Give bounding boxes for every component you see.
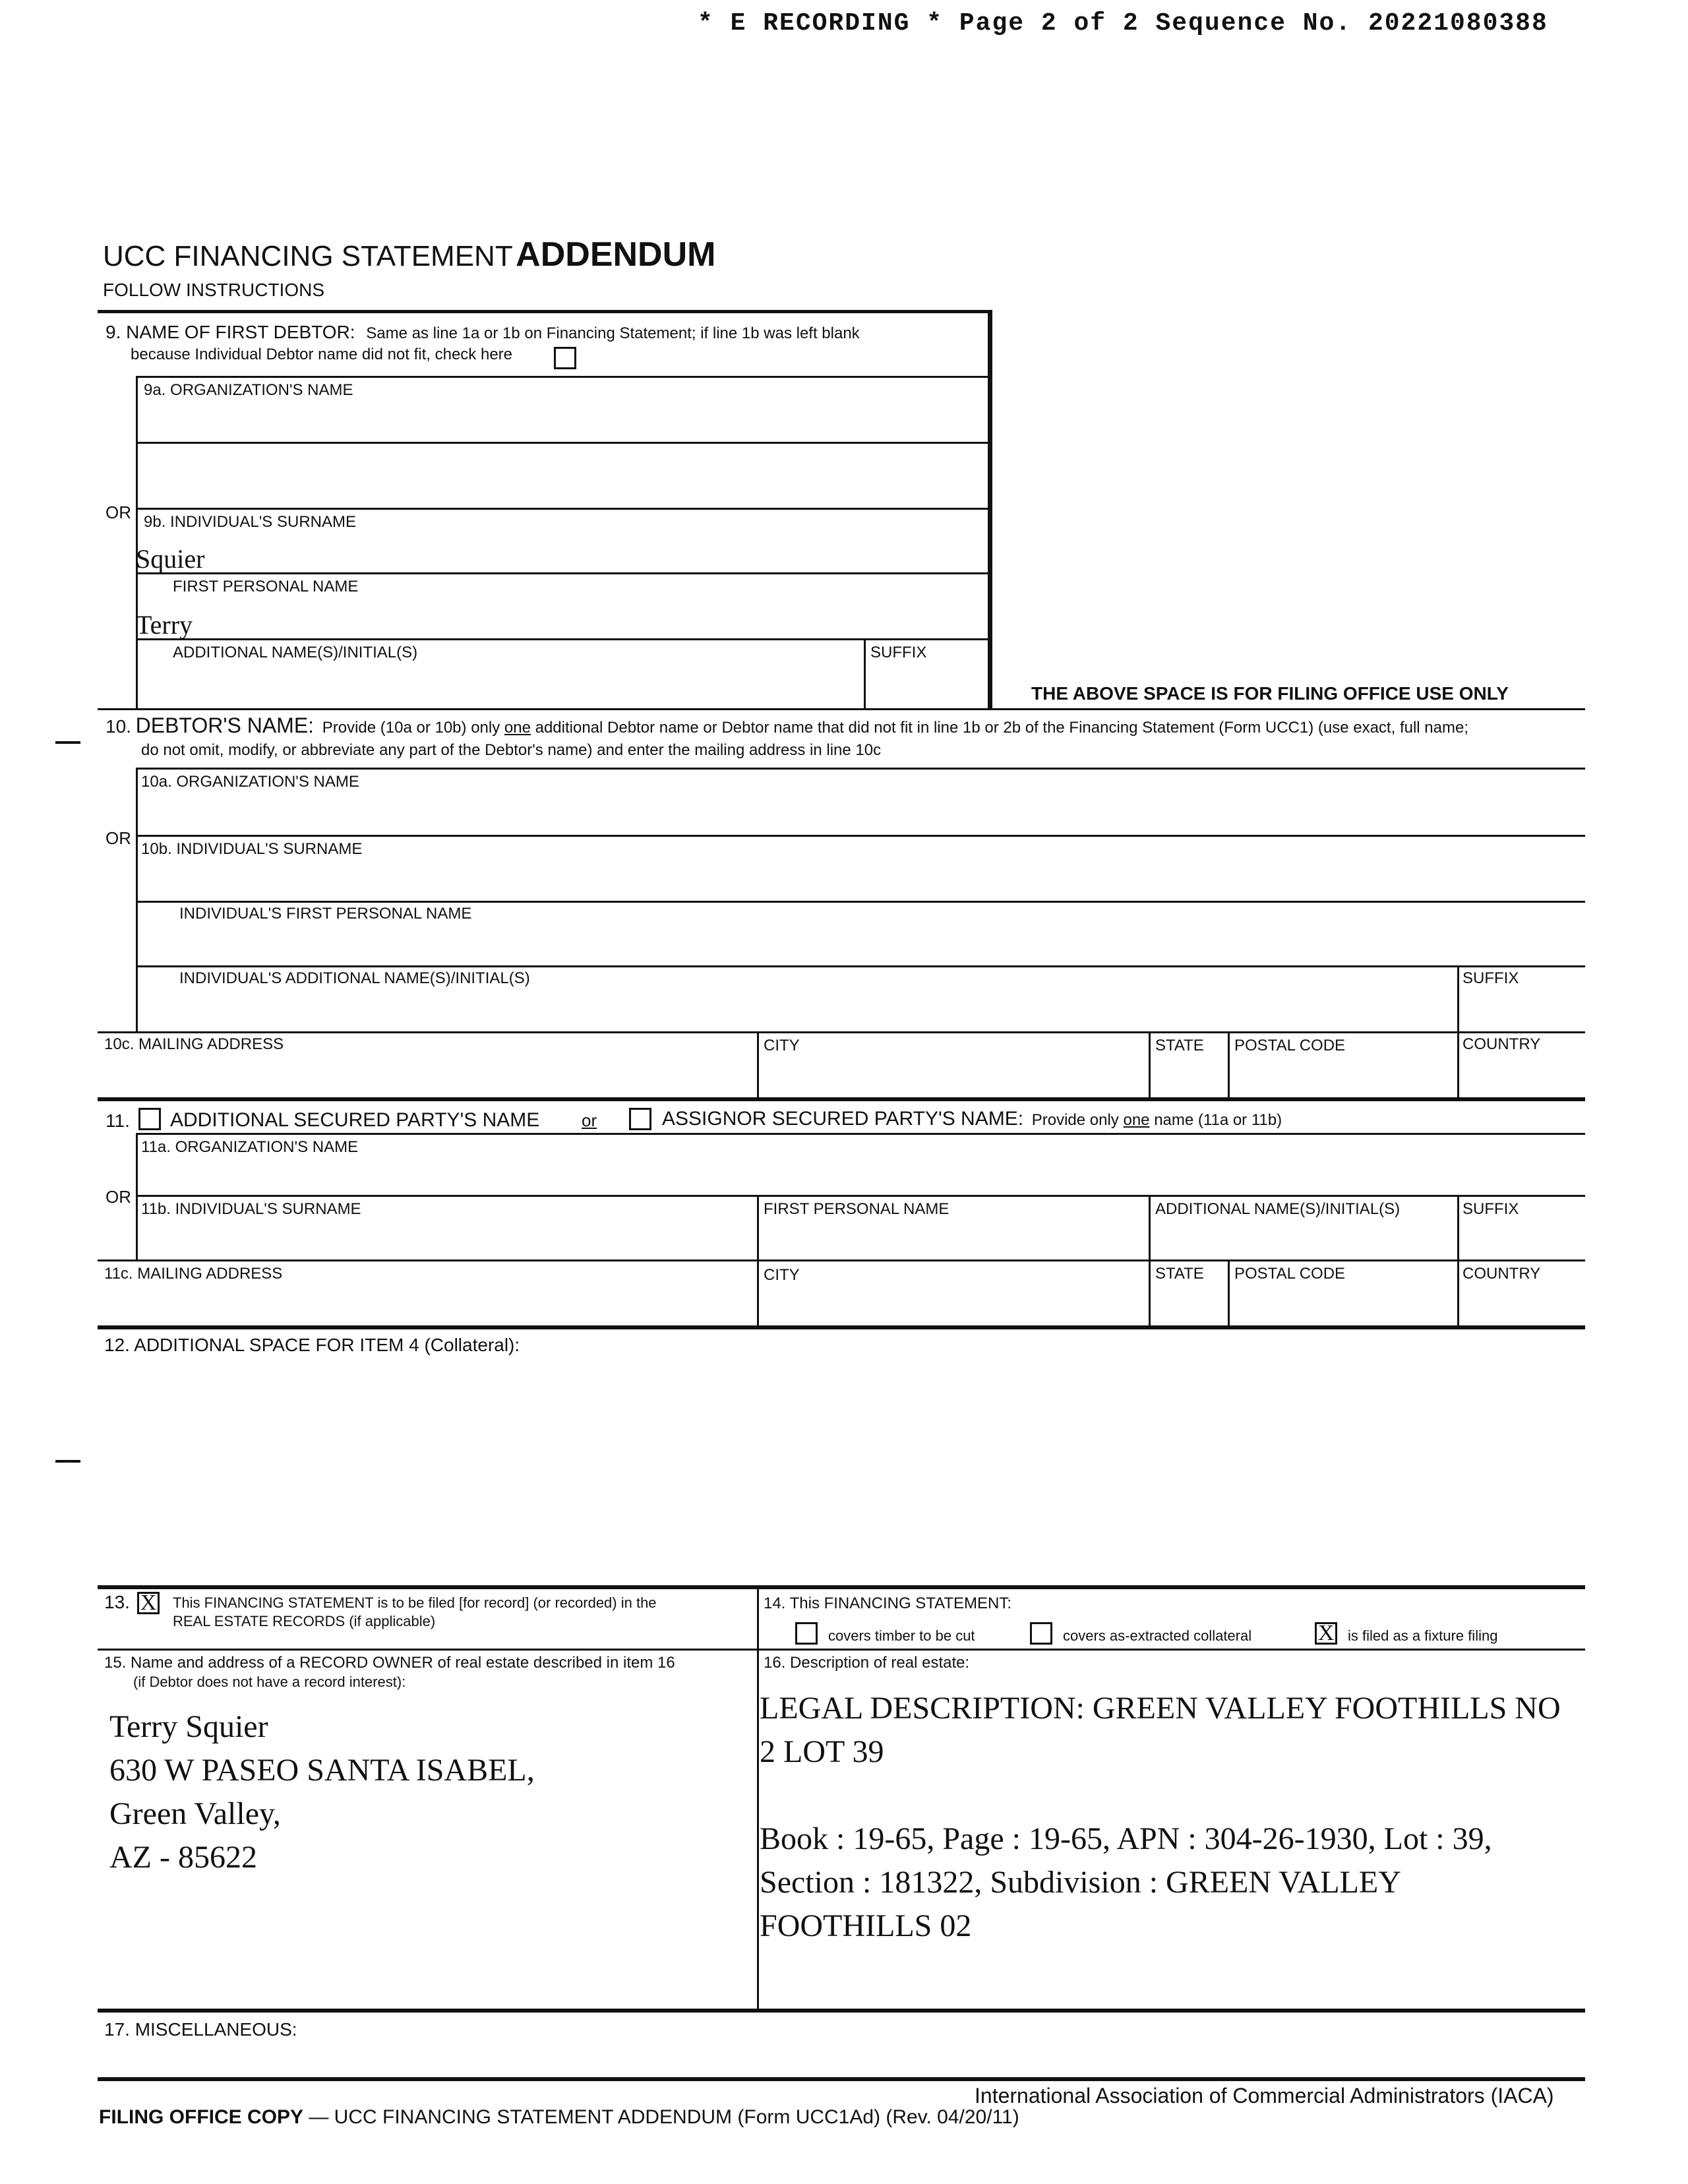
owner-line-state-zip: AZ - 85622 [109, 1840, 257, 1875]
item11-state-label: STATE [1155, 1265, 1204, 1283]
margin-mark-bottom [55, 1460, 80, 1463]
item12-label: 12. ADDITIONAL SPACE FOR ITEM 4 (Collateral): [104, 1335, 520, 1355]
margin-mark-top [55, 741, 80, 744]
item11-assignor-label: ASSIGNOR SECURED PARTY'S NAME: [662, 1108, 1024, 1130]
item15-subtitle: (if Debtor does not have a record interest): [133, 1674, 406, 1690]
detail-line-3: FOOTHILLS 02 [760, 1908, 972, 1943]
recording-header: * E RECORDING * Page 2 of 2 Sequence No. 20221080388 [698, 9, 1548, 38]
item9-first-label: FIRST PERSONAL NAME [173, 578, 359, 595]
detail-line-2: Section : 181322, Subdivision : GREEN VALLEY [760, 1865, 1401, 1900]
item10-first-label: INDIVIDUAL'S FIRST PERSONAL NAME [179, 905, 472, 923]
item11-additional-checkbox[interactable] [138, 1108, 161, 1130]
item9b-label: 9b. INDIVIDUAL'S SURNAME [144, 513, 356, 531]
item11-num: 11. [106, 1110, 130, 1131]
footer-copy-bold: FILING OFFICE COPY [99, 2106, 304, 2128]
item16-title: 16. Description of real estate: [764, 1654, 970, 1672]
item9a-label: 9a. ORGANIZATION'S NAME [144, 381, 353, 399]
item9-or: OR [106, 502, 131, 522]
item10-desc-b: additional Debtor name or Debtor name that did not fit in line 1b or 2b of the Financing Statement (Form UCC1) (use exact, full name; [535, 719, 1468, 737]
item11-or: OR [106, 1187, 131, 1207]
record-owner-address [109, 1705, 535, 1879]
item10c-label: 10c. MAILING ADDRESS [104, 1035, 284, 1053]
item9-check-box[interactable] [554, 347, 576, 369]
item14-extracted-checkbox[interactable] [1030, 1622, 1052, 1645]
legal-line-1: LEGAL DESCRIPTION: GREEN VALLEY FOOTHILLS NO [760, 1691, 1561, 1726]
item9-title [106, 322, 860, 343]
item14-opt1: covers timber to be cut [828, 1627, 975, 1644]
item11-first-label: FIRST PERSONAL NAME [764, 1200, 950, 1218]
item14-opt3: is filed as a fixture filing [1348, 1627, 1498, 1644]
item9-additional-label: ADDITIONAL NAME(S)/INITIAL(S) [173, 644, 418, 661]
item11-postal-label: POSTAL CODE [1234, 1265, 1346, 1283]
item11-suffix-label: SUFFIX [1462, 1200, 1519, 1218]
item11-assignor-row [662, 1108, 1282, 1130]
item9-desc-2: because Individual Debtor name did not fit, check here [131, 346, 513, 363]
item14-opt2: covers as-extracted collateral [1063, 1627, 1252, 1644]
item11-additional-label: ADDITIONAL SECURED PARTY'S NAME [170, 1109, 540, 1131]
item10-desc-one: one [504, 719, 531, 737]
footer-copy [99, 2106, 1019, 2129]
item13-checkbox[interactable]: X [137, 1592, 160, 1614]
item10-suffix-label: SUFFIX [1462, 969, 1519, 987]
item10a-label: 10a. ORGANIZATION'S NAME [141, 773, 359, 791]
legal-line-2: 2 LOT 39 [760, 1734, 884, 1769]
item10-desc-2: do not omit, modify, or abbreviate any part of the Debtor's name) and enter the mailing address in line 10c [141, 741, 882, 759]
item9b-surname-value: Squier [136, 544, 205, 574]
item11a-label: 11a. ORGANIZATION'S NAME [141, 1138, 359, 1156]
footer-iaca: International Association of Commercial Administrators (IACA) [975, 2084, 1554, 2108]
item14-fixture-checkbox[interactable]: X [1315, 1622, 1337, 1645]
form-title-part: UCC FINANCING STATEMENT [103, 240, 513, 272]
item11-country-label: COUNTRY [1462, 1265, 1541, 1283]
item11-desc-one: one [1123, 1111, 1150, 1129]
detail-line-1: Book : 19-65, Page : 19-65, APN : 304-26-1930, Lot : 39, [760, 1821, 1492, 1856]
owner-line-street: 630 W PASEO SANTA ISABEL, [109, 1753, 535, 1788]
item17-label: 17. MISCELLANEOUS: [104, 2019, 297, 2040]
item10-num: 10. [106, 716, 131, 737]
item11-city-label: CITY [764, 1266, 800, 1284]
item9-suffix-label: SUFFIX [870, 644, 927, 661]
item10-country-label: COUNTRY [1462, 1035, 1541, 1053]
item11-desc-b: name (11a or 11b) [1154, 1111, 1282, 1129]
item11-additional-names-label: ADDITIONAL NAME(S)/INITIAL(S) [1155, 1200, 1401, 1218]
item14-title: 14. This FINANCING STATEMENT: [764, 1594, 1012, 1612]
item15-title: 15. Name and address of a RECORD OWNER of real estate described in item 16 [104, 1654, 675, 1672]
item10-desc-a: Provide (10a or 10b) only [322, 719, 500, 737]
item9-first-value: Terry [136, 610, 193, 640]
item10-title [106, 713, 1468, 738]
follow-instructions: FOLLOW INSTRUCTIONS [103, 280, 325, 300]
footer-copy-rest: — UCC FINANCING STATEMENT ADDENDUM (Form UCC1Ad) (Rev. 04/20/11) [303, 2106, 1019, 2128]
item13-text-1: This FINANCING STATEMENT is to be filed [for record] (or recorded) in the [173, 1594, 657, 1611]
owner-line-city: Green Valley, [109, 1796, 281, 1831]
item11-assignor-checkbox[interactable] [629, 1108, 651, 1130]
item11b-label: 11b. INDIVIDUAL'S SURNAME [141, 1200, 361, 1218]
item10-title-text: DEBTOR'S NAME: [135, 713, 315, 737]
item14-timber-checkbox[interactable] [795, 1622, 818, 1645]
item9-title-text: 9. NAME OF FIRST DEBTOR: [106, 322, 355, 342]
item11-or-word: or [582, 1110, 597, 1130]
filing-office-note: THE ABOVE SPACE IS FOR FILING OFFICE USE ONLY [1031, 683, 1509, 704]
item10-city-label: CITY [764, 1037, 800, 1054]
item11c-label: 11c. MAILING ADDRESS [104, 1265, 283, 1283]
item13-num: 13. [104, 1592, 130, 1612]
item10-additional-label: INDIVIDUAL'S ADDITIONAL NAME(S)/INITIAL(S) [179, 969, 530, 987]
item10-postal-label: POSTAL CODE [1234, 1037, 1346, 1054]
item10-state-label: STATE [1155, 1037, 1204, 1054]
item11-desc-a: Provide only [1031, 1111, 1119, 1129]
item9-desc-1: Same as line 1a or 1b on Financing Statement; if line 1b was left blank [366, 324, 860, 342]
form-title [103, 235, 715, 274]
owner-line-name: Terry Squier [109, 1709, 268, 1744]
form-title-bold: ADDENDUM [516, 235, 716, 274]
item10b-label: 10b. INDIVIDUAL'S SURNAME [141, 840, 363, 858]
item10-or: OR [106, 828, 131, 848]
item13-text-2: REAL ESTATE RECORDS (if applicable) [173, 1613, 436, 1629]
real-estate-description [760, 1687, 1561, 1948]
